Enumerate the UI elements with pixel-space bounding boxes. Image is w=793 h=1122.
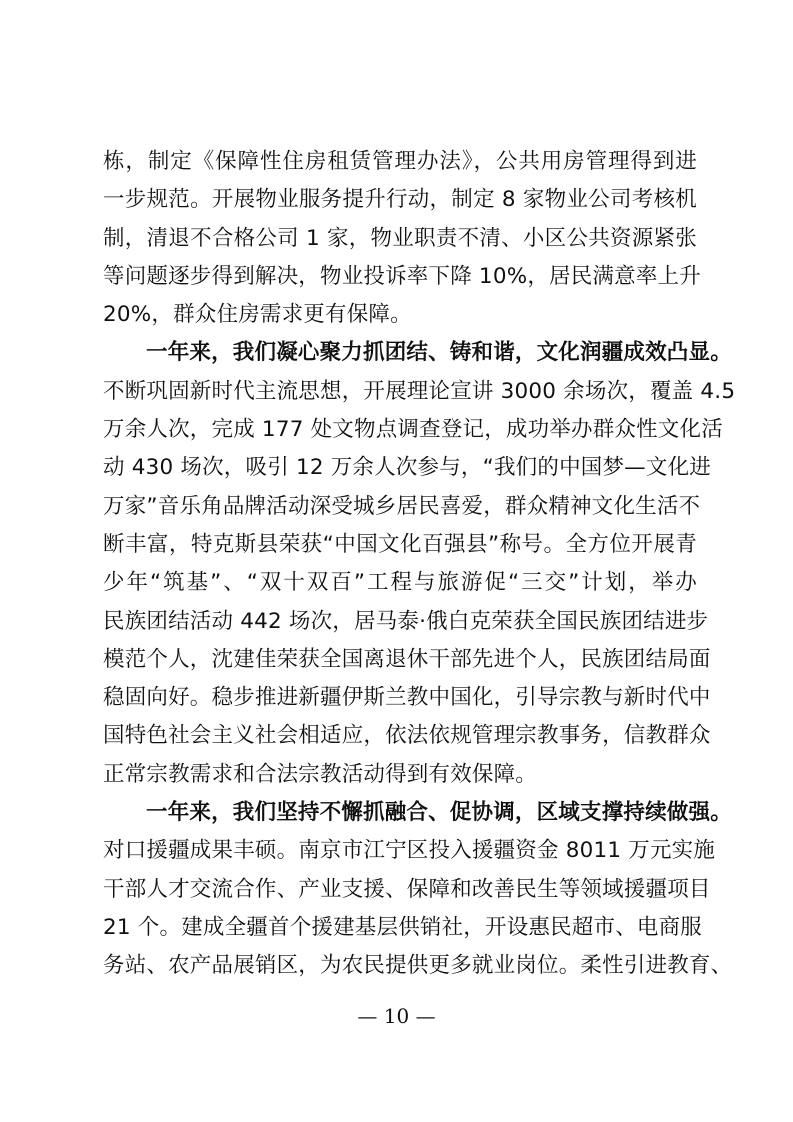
line-text: 少年“筑基”、“双十双百”工程与旅游促“三交”计划，举办 (103, 570, 697, 596)
text-line (103, 641, 711, 679)
line-text: 等问题逐步得到解决，物业投诉率下降 10%，居民满意率上升 (103, 263, 701, 289)
paragraph-heading-line (103, 794, 732, 832)
text-line (103, 564, 697, 602)
text-line (103, 717, 711, 755)
line-text: 21 个。建成全疆首个援建基层供销社，开设惠民超市、电商服 (103, 914, 702, 940)
line-text: 万余人次，完成 177 处文物点调查登记，成功举办群众性文化活 (103, 417, 723, 443)
line-text: 对口援疆成果丰硕。南京市江宁区投入援疆资金 8011 万元实施 (103, 838, 716, 864)
paragraph-lead-sentence: 一年来，我们凝心聚力抓团结、铸和谐，文化润疆成效凸显。 (146, 340, 732, 366)
text-line (103, 181, 697, 219)
line-text: 20%，群众住房需求更有保障。 (103, 302, 412, 328)
line-text: 栋，制定《保障性住房租赁管理办法》，公共用房管理得到进 (103, 149, 697, 174)
text-line (103, 871, 711, 909)
text-line (103, 220, 697, 258)
text-line (103, 296, 697, 334)
text-line (103, 143, 697, 181)
line-text: 断丰富，特克斯县荣获“中国文化百强县”称号。全方位开展青 (103, 531, 697, 557)
text-line (103, 488, 701, 526)
line-text: 国特色社会主义社会相适应，依法依规管理宗教事务，信教群众 (103, 723, 711, 749)
text-line (103, 526, 697, 564)
line-text: 稳固向好。稳步推进新疆伊斯兰教中国化，引导宗教与新时代中 (103, 685, 711, 711)
text-line (103, 832, 716, 870)
line-text: 务站、农产品展销区，为农民提供更多就业岗位。柔性引进教育、 (103, 953, 733, 979)
line-text: 一步规范。开展物业服务提升行动，制定 8 家物业公司考核机 (103, 187, 697, 213)
text-line (103, 603, 709, 641)
line-text: 民族团结活动 442 场次，居马泰·俄白克荣获全国民族团结进步 (103, 608, 709, 634)
text-line (103, 258, 701, 296)
text-line (103, 373, 736, 411)
line-text: 干部人才交流合作、产业支援、保障和改善民生等领域援疆项目 (103, 876, 711, 902)
text-line (103, 909, 702, 947)
text-line (103, 947, 733, 985)
paragraph-heading-line (103, 334, 732, 372)
line-text: 模范个人，沈建佳荣获全国离退休干部先进个人，民族团结局面 (103, 646, 711, 672)
text-line (103, 449, 711, 487)
text-line (103, 679, 711, 717)
body-text (103, 143, 736, 986)
line-text: 制，清退不合格公司 1 家，物业职责不清、小区公共资源紧张 (103, 225, 697, 251)
paragraph-lead-sentence: 一年来，我们坚持不懈抓融合、促协调，区域支撑持续做强。 (146, 800, 732, 826)
line-text: 正常宗教需求和合法宗教活动得到有效保障。 (103, 761, 538, 787)
page-number: — 10 — (357, 1004, 436, 1028)
line-text: 万家”音乐角品牌活动深受城乡居民喜爱，群众精神文化生活不 (103, 493, 701, 519)
line-text: 不断巩固新时代主流思想，开展理论宣讲 3000 余场次，覆盖 4.5 (103, 378, 736, 404)
line-text: 动 430 场次，吸引 12 万余人次参与，“我们的中国梦—文化进 (103, 455, 711, 481)
text-line (103, 756, 697, 794)
text-line (103, 411, 723, 449)
